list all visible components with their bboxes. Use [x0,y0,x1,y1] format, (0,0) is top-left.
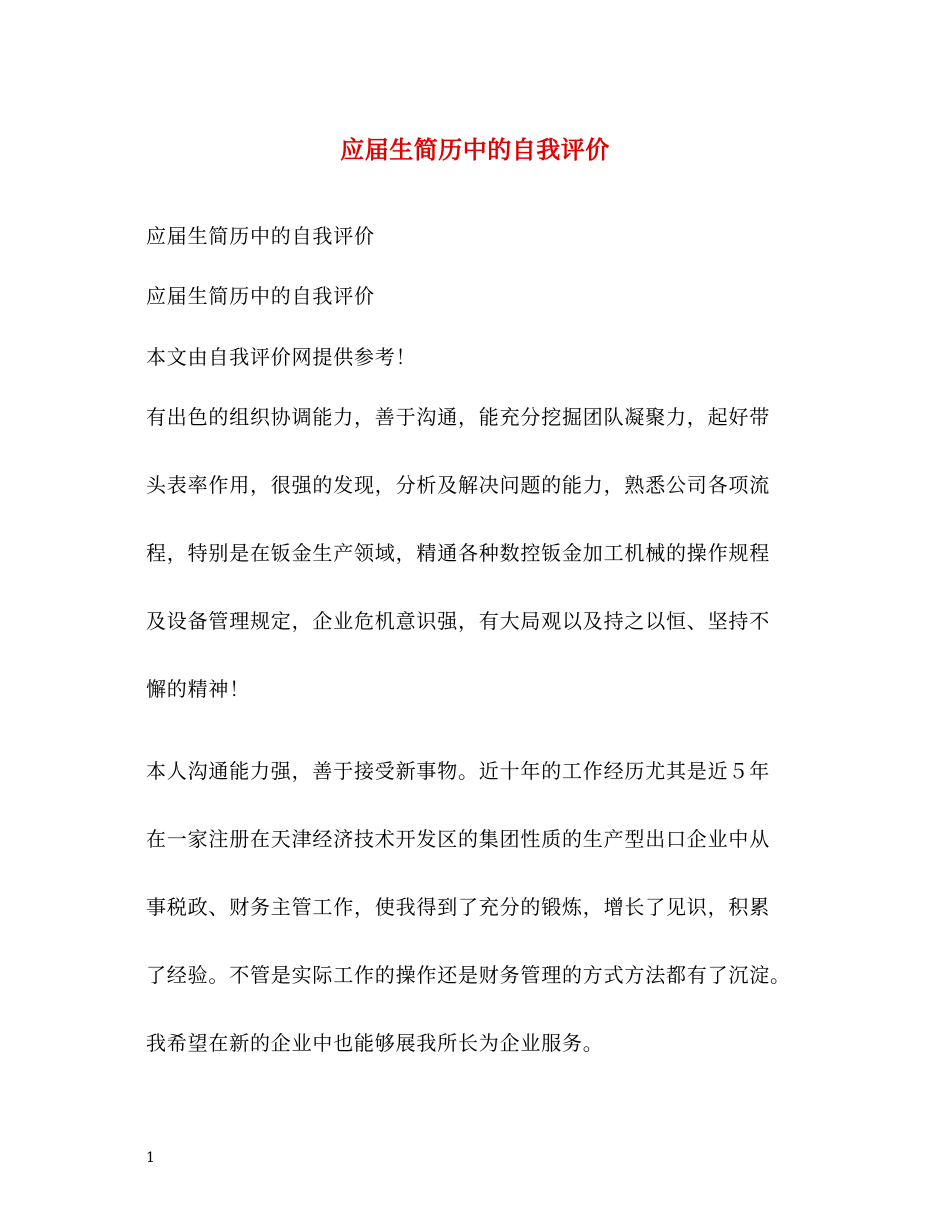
paragraph-2-line: 事税政、财务主管工作，使我得到了充分的锻炼，增长了见识，积累 [146,895,770,919]
source-note: 本文由自我评价网提供参考！ [146,345,417,369]
paragraph-1 [146,402,811,704]
paragraph-1-line: 程，特别是在钣金生产领域，精通各种数控钣金加工机械的操作规程 [146,541,770,565]
paragraph-2-line: 本人沟通能力强，善于接受新事物。近十年的工作经历尤其是近５年 [146,759,770,783]
paragraph-1-line: 懈的精神！ [146,677,250,701]
heading-line-2: 应届生简历中的自我评价 [146,284,375,308]
paragraph-1-line: 及设备管理规定，企业危机意识强，有大局观以及持之以恒、坚持不 [146,609,770,633]
paragraph-1-line: 头表率作用，很强的发现，分析及解决问题的能力，熟悉公司各项流 [146,473,770,497]
document-title: 应届生简历中的自我评价 [340,135,610,164]
paragraph-2-line: 我希望在新的企业中也能够展我所长为企业服务。 [146,1031,604,1055]
paragraph-2-line: 在一家注册在天津经济技术开发区的集团性质的生产型出口企业中从 [146,827,770,851]
paragraph-2 [146,756,811,1058]
page-number: 1 [146,1150,155,1166]
paragraph-2-line: 了经验。不管是实际工作的操作还是财务管理的方式方法都有了沉淀。 [146,963,791,987]
heading-line-1: 应届生简历中的自我评价 [146,224,375,248]
paragraph-1-line: 有出色的组织协调能力，善于沟通，能充分挖掘团队凝聚力，起好带 [146,405,770,429]
